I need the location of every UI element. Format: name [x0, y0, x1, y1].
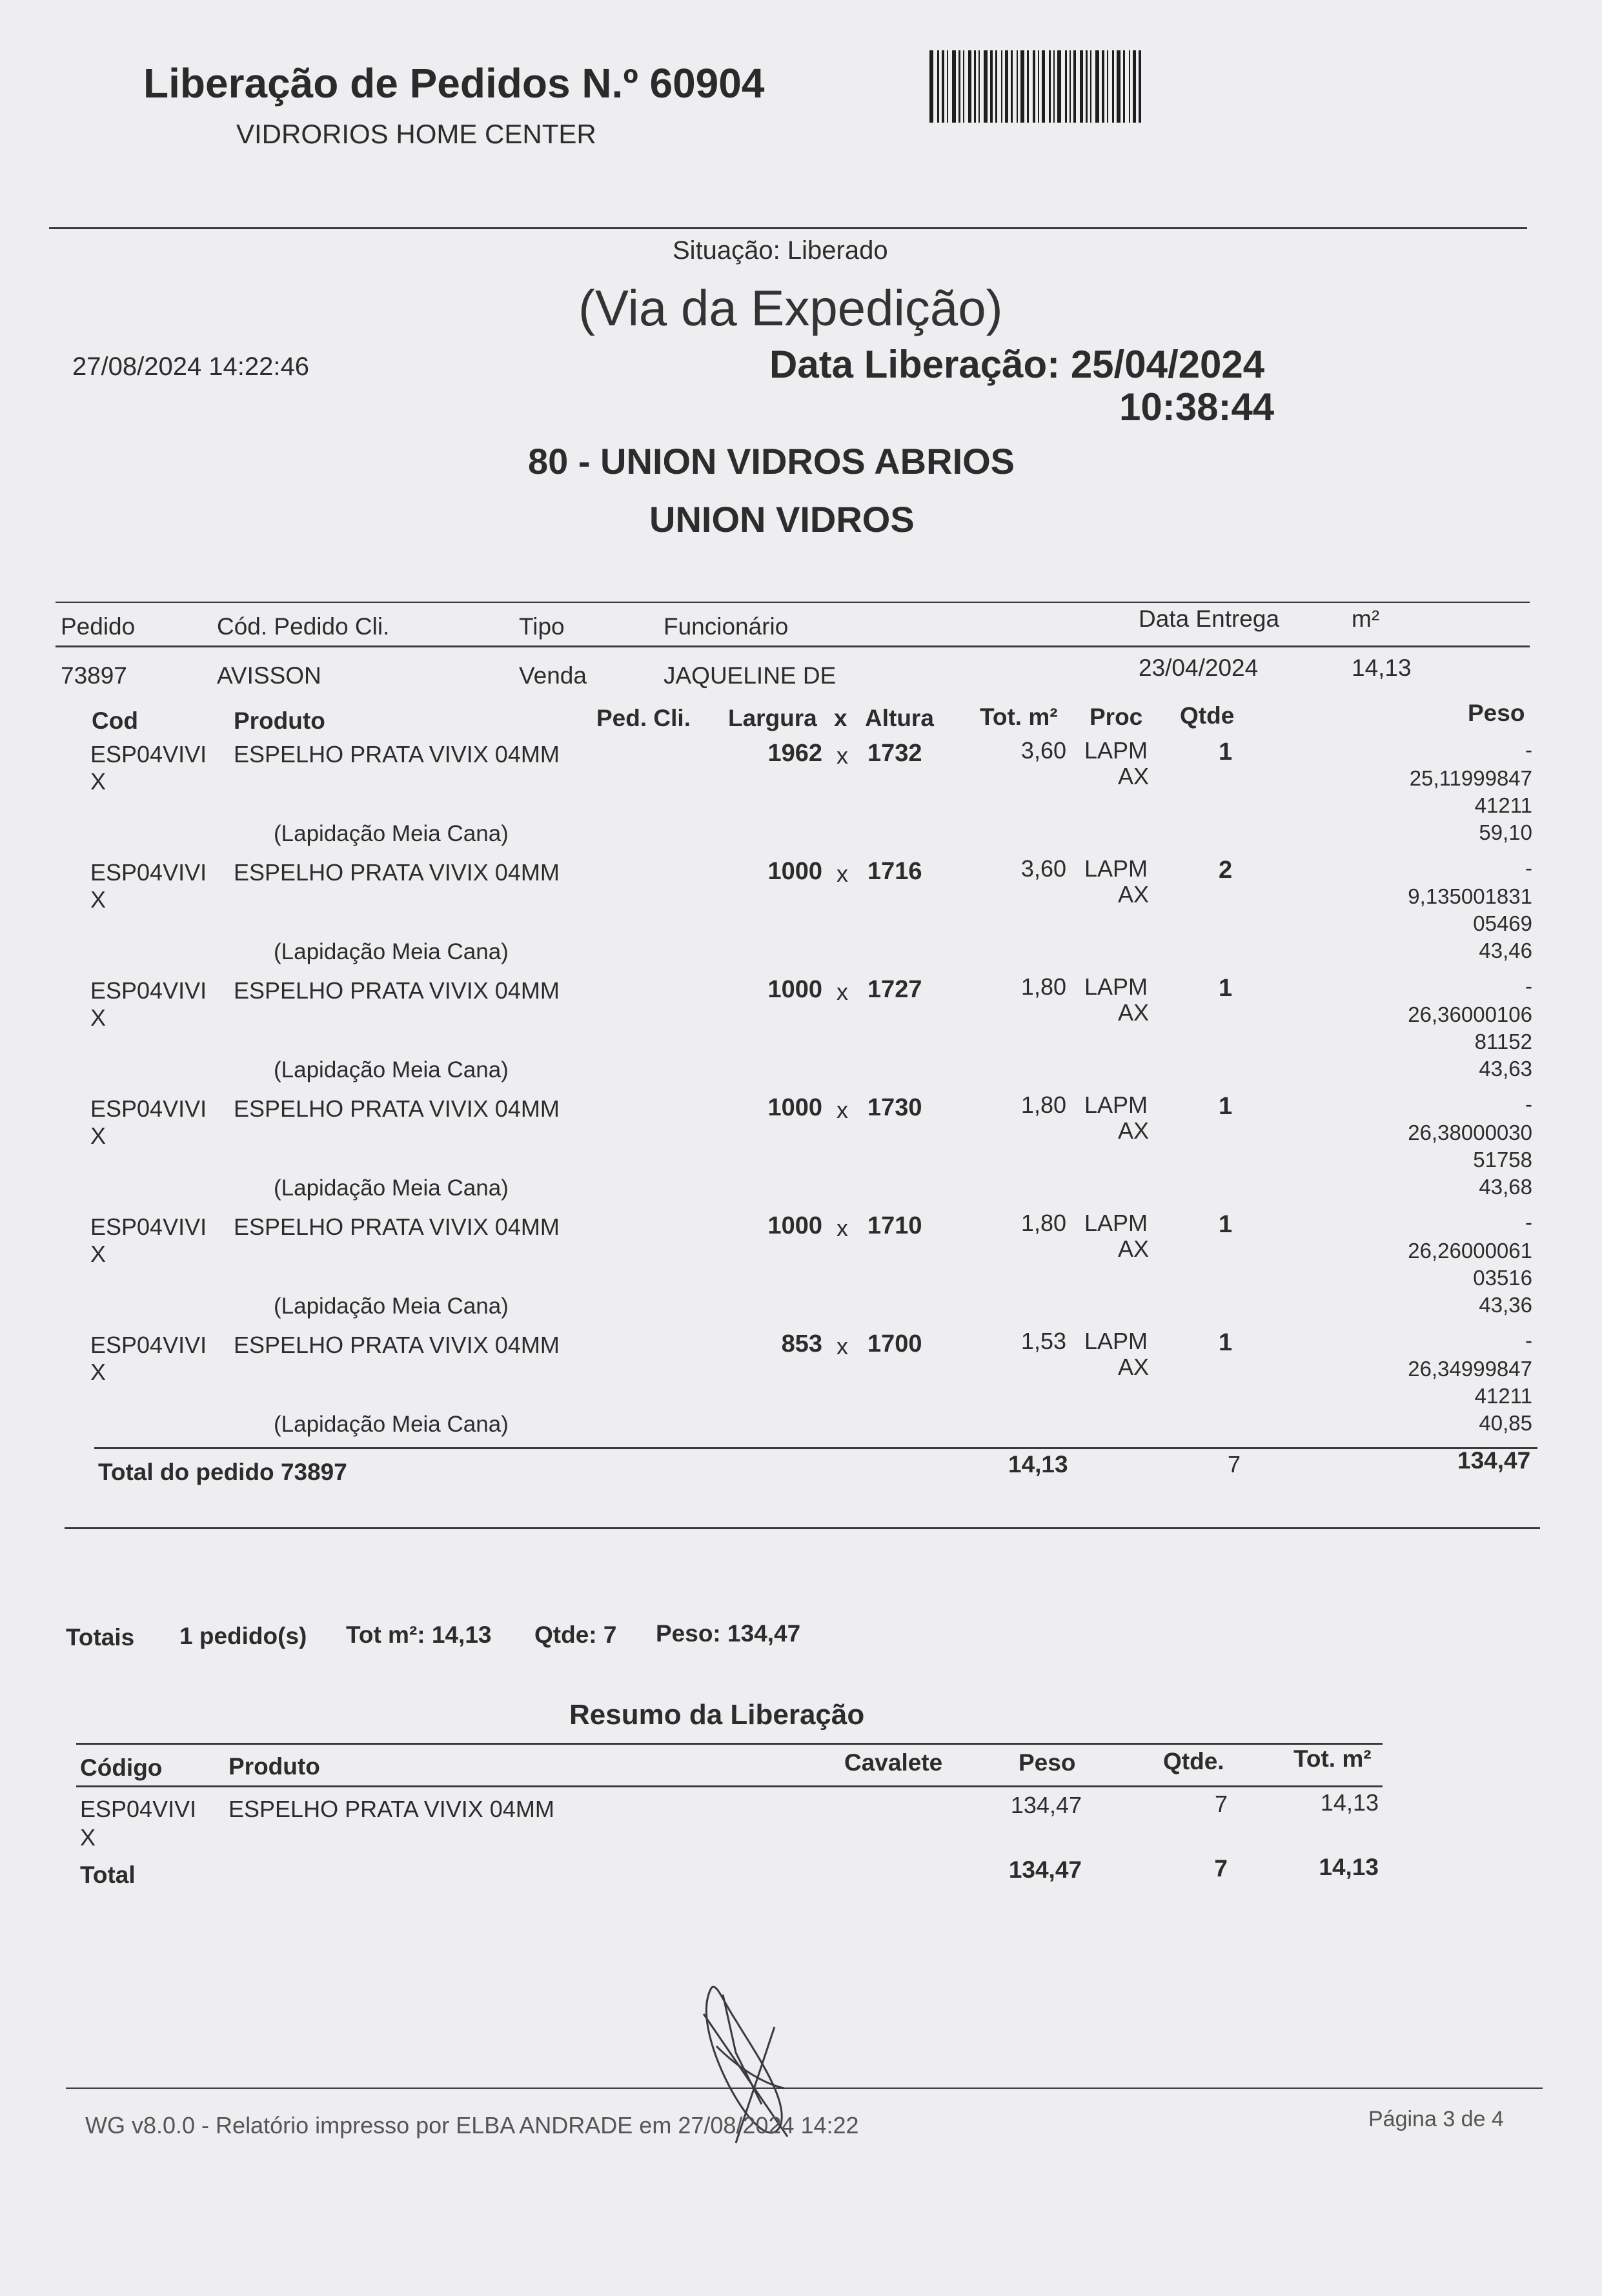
- page-number: Página 3 de 4: [1368, 2107, 1504, 2131]
- item-proc-suffix: AX: [1117, 1354, 1149, 1380]
- items-header-produto: Produto: [234, 707, 325, 734]
- order-total-label: Total do pedido 73897: [98, 1459, 347, 1485]
- item-x: x: [836, 1215, 848, 1241]
- item-peso-dash: -: [1525, 856, 1532, 880]
- item-largura: 1000: [767, 976, 822, 1003]
- item-cod-suffix: X: [90, 1004, 106, 1031]
- copy-type: (Via da Expedição): [578, 279, 1003, 336]
- col-header-pedido: Pedido: [61, 613, 136, 640]
- resumo-header-cavalete: Cavalete: [844, 1749, 943, 1776]
- document-title: Liberação de Pedidos N.º 60904: [143, 60, 765, 107]
- item-peso-dash: -: [1525, 1328, 1532, 1352]
- col-header-m2: m²: [1352, 605, 1380, 632]
- resumo-peso: 134,47: [1010, 1792, 1082, 1818]
- release-time: 10:38:44: [1119, 385, 1275, 429]
- resumo-tot-m2: 14,13: [1320, 1789, 1379, 1816]
- item-produto: ESPELHO PRATA VIVIX 04MM: [234, 859, 560, 886]
- item-x: x: [836, 1333, 848, 1359]
- divider: [94, 1447, 1537, 1449]
- items-header-x: x: [834, 705, 847, 731]
- item-peso-dash: -: [1525, 738, 1532, 762]
- item-x: x: [836, 860, 848, 887]
- order-funcionario: JAQUELINE DE: [664, 662, 836, 689]
- item-altura: 1710: [867, 1212, 922, 1239]
- order-total-qtde: 7: [1228, 1451, 1241, 1478]
- resumo-codigo: ESP04VIVI: [80, 1796, 197, 1822]
- item-cod: ESP04VIVI: [90, 1332, 207, 1358]
- resumo-header-tot-m2: Tot. m²: [1293, 1745, 1372, 1772]
- totals-pedidos: 1 pedido(s): [179, 1623, 307, 1649]
- resumo-header-produto: Produto: [228, 1753, 320, 1780]
- item-cod: ESP04VIVI: [90, 1095, 207, 1122]
- order-data-entrega: 23/04/2024: [1139, 655, 1259, 681]
- item-qtde: 1: [1219, 975, 1233, 1002]
- resumo-produto: ESPELHO PRATA VIVIX 04MM: [228, 1796, 554, 1822]
- col-header-data-entrega: Data Entrega: [1139, 605, 1280, 632]
- item-tot-m2: 1,80: [1020, 1092, 1066, 1118]
- item-peso-line2: 81152: [1474, 1030, 1532, 1053]
- resumo-codigo-suffix: X: [80, 1824, 96, 1851]
- item-obs: (Lapidação Meia Cana): [274, 1412, 509, 1437]
- item-produto: ESPELHO PRATA VIVIX 04MM: [234, 977, 560, 1004]
- item-cod-suffix: X: [90, 768, 106, 795]
- totals-peso: Peso: 134,47: [656, 1620, 801, 1647]
- release-date: Data Liberação: 25/04/2024: [769, 343, 1265, 386]
- items-header-ped-cli: Ped. Cli.: [596, 705, 691, 731]
- item-proc-suffix: AX: [1117, 763, 1149, 789]
- item-qtde: 1: [1219, 1329, 1233, 1356]
- order-tipo: Venda: [519, 662, 587, 689]
- totals-label: Totais: [66, 1624, 135, 1651]
- item-peso-total: 59,10: [1479, 820, 1532, 844]
- resumo-header-codigo: Código: [80, 1754, 163, 1781]
- company-name: VIDRORIOS HOME CENTER: [236, 119, 596, 149]
- item-peso-total: 43,36: [1479, 1293, 1532, 1317]
- item-peso-line1: 26,26000061: [1408, 1239, 1532, 1263]
- item-largura: 1000: [767, 1094, 822, 1121]
- item-proc-suffix: AX: [1117, 1117, 1149, 1144]
- item-peso-line1: 26,36000106: [1408, 1002, 1532, 1026]
- item-proc: LAPM: [1084, 737, 1148, 764]
- item-proc-suffix: AX: [1117, 999, 1149, 1026]
- item-peso-dash: -: [1525, 1210, 1532, 1234]
- item-cod: ESP04VIVI: [90, 977, 207, 1004]
- item-cod-suffix: X: [90, 1123, 106, 1149]
- item-peso-total: 40,85: [1479, 1411, 1532, 1435]
- totals-qtde: Qtde: 7: [534, 1621, 617, 1648]
- item-peso-total: 43,46: [1479, 939, 1532, 962]
- item-qtde: 2: [1219, 857, 1233, 884]
- divider: [49, 227, 1527, 229]
- client-name: 80 - UNION VIDROS ABRIOS: [528, 441, 1015, 482]
- item-tot-m2: 3,60: [1020, 737, 1066, 764]
- item-peso-line1: 9,135001831: [1408, 884, 1532, 908]
- totals-tot-m2: Tot m²: 14,13: [346, 1621, 492, 1648]
- item-cod: ESP04VIVI: [90, 741, 207, 767]
- item-largura: 1000: [767, 858, 822, 885]
- item-x: x: [836, 1097, 848, 1123]
- item-obs: (Lapidação Meia Cana): [274, 1175, 509, 1201]
- item-peso-dash: -: [1525, 1092, 1532, 1116]
- items-header-largura: Largura: [728, 705, 817, 731]
- item-obs: (Lapidação Meia Cana): [274, 821, 509, 846]
- item-peso-line2: 03516: [1473, 1266, 1532, 1290]
- item-produto: ESPELHO PRATA VIVIX 04MM: [234, 1332, 560, 1358]
- item-qtde: 1: [1219, 738, 1233, 766]
- item-peso-line2: 41211: [1474, 793, 1532, 817]
- item-peso-line1: 26,34999847: [1408, 1357, 1532, 1381]
- order-pedido: 73897: [61, 662, 127, 689]
- col-header-funcionario: Funcionário: [664, 613, 789, 640]
- status-text: Situação: Liberado: [673, 236, 888, 265]
- item-proc: LAPM: [1084, 855, 1148, 882]
- items-header-cod: Cod: [92, 707, 138, 734]
- col-header-cod-pedido-cli: Cód. Pedido Cli.: [217, 613, 390, 640]
- item-x: x: [836, 979, 848, 1005]
- item-largura: 853: [781, 1330, 822, 1357]
- item-peso-line2: 05469: [1473, 911, 1532, 935]
- item-proc: LAPM: [1084, 1328, 1148, 1354]
- order-m2: 14,13: [1352, 655, 1412, 681]
- divider: [65, 1527, 1540, 1529]
- resumo-title: Resumo da Liberação: [569, 1699, 865, 1731]
- item-produto: ESPELHO PRATA VIVIX 04MM: [234, 741, 560, 767]
- item-cod: ESP04VIVI: [90, 1214, 207, 1240]
- items-header-peso: Peso: [1468, 700, 1525, 726]
- item-obs: (Lapidação Meia Cana): [274, 939, 509, 964]
- item-tot-m2: 1,80: [1020, 1210, 1066, 1236]
- item-peso-line1: 26,38000030: [1408, 1121, 1532, 1144]
- item-tot-m2: 1,80: [1020, 973, 1066, 1000]
- divider: [76, 1785, 1383, 1787]
- item-cod-suffix: X: [90, 886, 106, 913]
- item-produto: ESPELHO PRATA VIVIX 04MM: [234, 1095, 560, 1122]
- item-cod: ESP04VIVI: [90, 859, 207, 886]
- order-total-m2: 14,13: [1008, 1451, 1068, 1478]
- order-cod-pedido-cli: AVISSON: [217, 662, 321, 689]
- items-header-qtde: Qtde: [1180, 702, 1235, 729]
- resumo-total-tot-m2: 14,13: [1319, 1854, 1379, 1880]
- item-tot-m2: 3,60: [1020, 855, 1066, 882]
- divider: [56, 645, 1530, 647]
- item-qtde: 1: [1219, 1093, 1233, 1120]
- item-peso-total: 43,68: [1479, 1175, 1532, 1199]
- item-largura: 1000: [767, 1212, 822, 1239]
- item-proc-suffix: AX: [1117, 1235, 1149, 1262]
- items-header-altura: Altura: [865, 705, 934, 731]
- resumo-header-qtde: Qtde.: [1163, 1748, 1224, 1774]
- resumo-qtde: 7: [1214, 1791, 1228, 1817]
- items-header-proc: Proc: [1090, 704, 1143, 730]
- order-total-peso: 134,47: [1457, 1447, 1531, 1474]
- barcode: [929, 50, 1185, 123]
- item-altura: 1730: [867, 1094, 922, 1121]
- footer-report-info: WG v8.0.0 - Relatório impresso por ELBA ANDRADE em 27/08/2024 14:22: [85, 2112, 859, 2139]
- item-peso-total: 43,63: [1479, 1057, 1532, 1081]
- resumo-total-label: Total: [80, 1862, 136, 1888]
- divider: [66, 2088, 1543, 2089]
- item-cod-suffix: X: [90, 1359, 106, 1385]
- item-altura: 1732: [867, 740, 922, 767]
- divider: [56, 602, 1530, 603]
- item-altura: 1716: [867, 858, 922, 885]
- item-peso-line2: 41211: [1474, 1384, 1532, 1408]
- item-proc: LAPM: [1084, 973, 1148, 1000]
- client-subname: UNION VIDROS: [649, 499, 915, 540]
- item-peso-line1: 25,11999847: [1409, 766, 1532, 790]
- item-proc: LAPM: [1084, 1210, 1148, 1236]
- item-peso-line2: 51758: [1473, 1148, 1532, 1172]
- item-proc-suffix: AX: [1117, 881, 1149, 908]
- resumo-header-peso: Peso: [1019, 1749, 1076, 1776]
- item-qtde: 1: [1219, 1211, 1233, 1238]
- item-altura: 1727: [867, 976, 922, 1003]
- print-datetime: 27/08/2024 14:22:46: [72, 352, 310, 381]
- item-tot-m2: 1,53: [1020, 1328, 1066, 1354]
- divider: [76, 1743, 1383, 1745]
- items-header-tot-m2: Tot. m²: [980, 704, 1058, 730]
- item-peso-dash: -: [1525, 974, 1532, 998]
- item-proc: LAPM: [1084, 1092, 1148, 1118]
- item-x: x: [836, 742, 848, 769]
- item-largura: 1962: [767, 740, 822, 767]
- col-header-tipo: Tipo: [519, 613, 565, 640]
- resumo-total-qtde: 7: [1214, 1855, 1228, 1882]
- item-cod-suffix: X: [90, 1241, 106, 1267]
- item-altura: 1700: [867, 1330, 922, 1357]
- resumo-total-peso: 134,47: [1008, 1856, 1082, 1883]
- item-produto: ESPELHO PRATA VIVIX 04MM: [234, 1214, 560, 1240]
- item-obs: (Lapidação Meia Cana): [274, 1294, 509, 1319]
- item-obs: (Lapidação Meia Cana): [274, 1057, 509, 1082]
